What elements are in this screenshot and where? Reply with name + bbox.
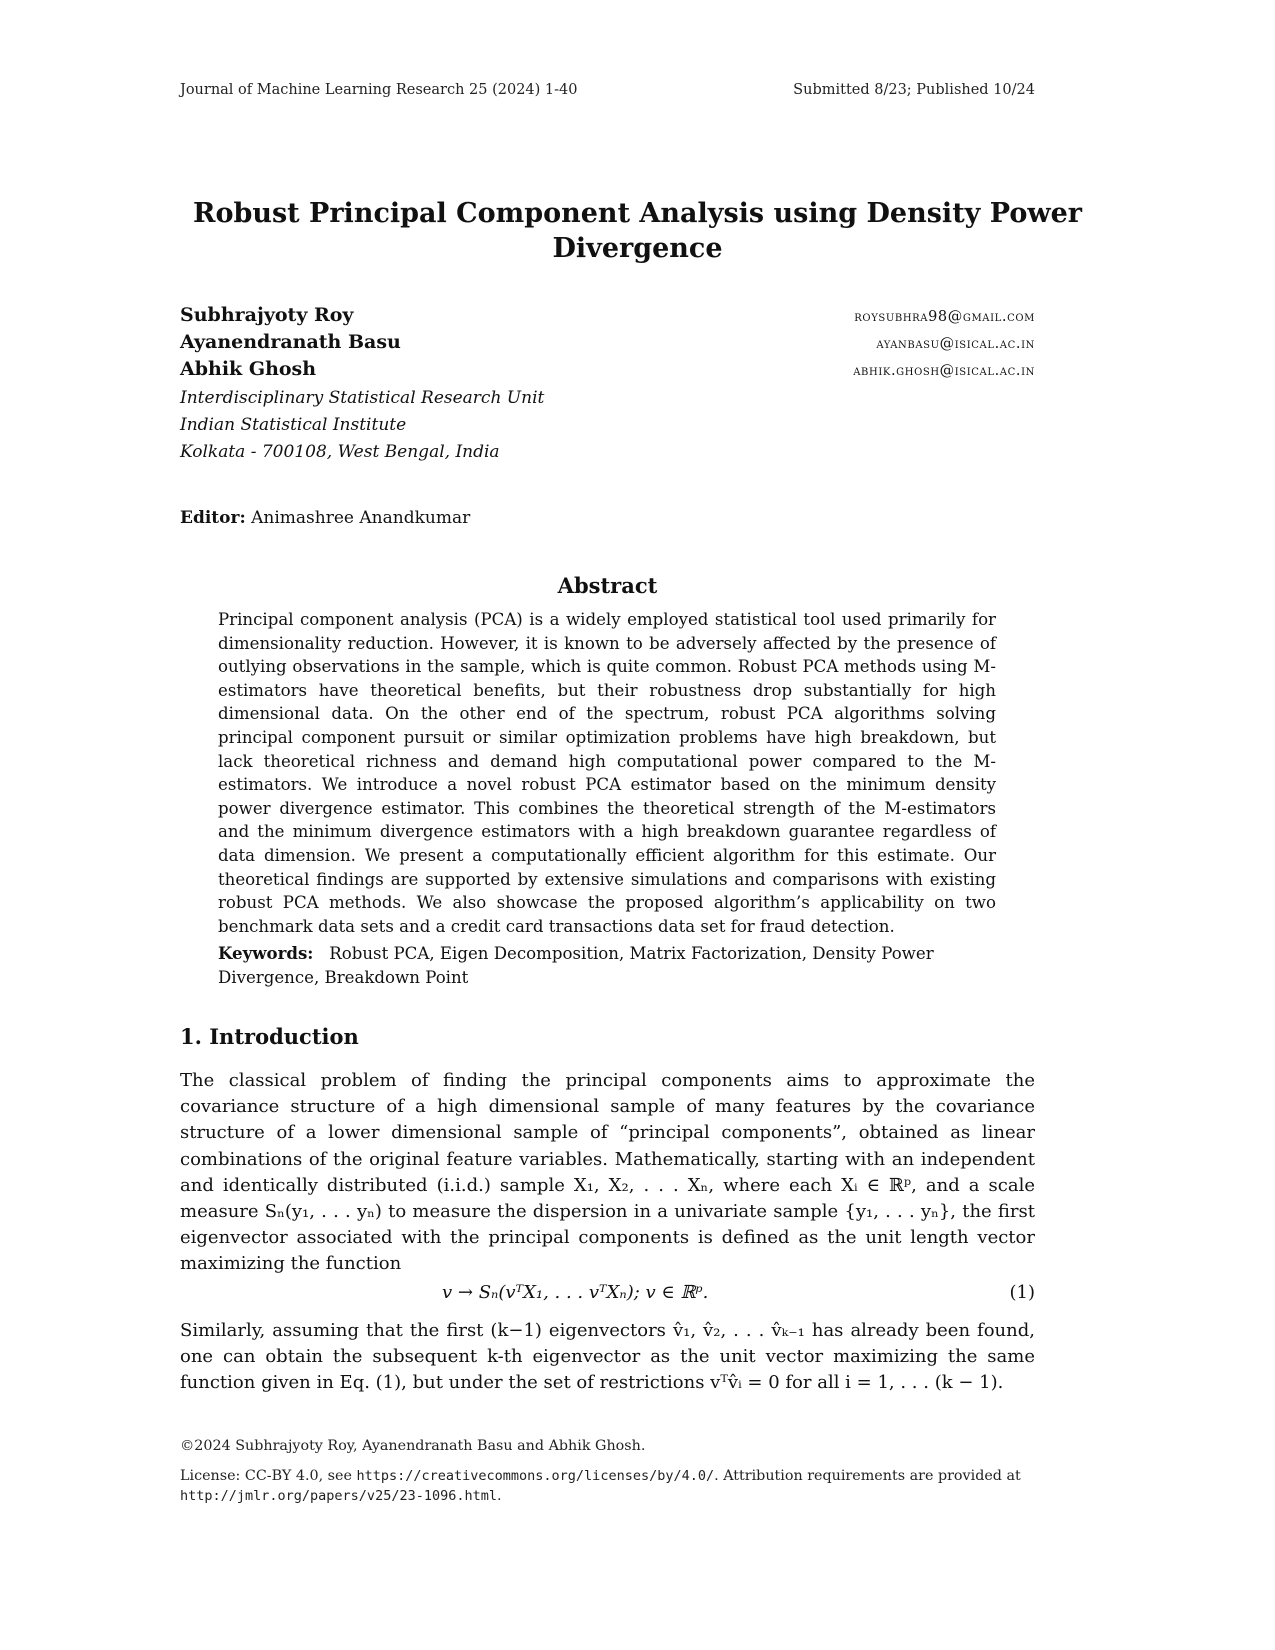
license-prefix: License: CC-BY 4.0, see (180, 1468, 352, 1484)
equation-number: (1) (1009, 1282, 1035, 1303)
license-link[interactable]: https://creativecommons.org/licenses/by/4.0/ (356, 1468, 715, 1484)
intro-paragraph-1: The classical problem of finding the principal components aims to approximate the covariance structure of a high dimensional sample of many features by the covariance structure of a lower dimensional sample of “principal components”, obtained as linear combinations of the original feature variables. Mathematically, starting with an independent and identically distributed (i.i.d.) sample X₁, X₂, . . . Xₙ, where each Xᵢ ∈ ℝᵖ, and a scale measure Sₙ(y₁, . . . yₙ) to measure the dispersion in a univariate sample {y₁, . . . yₙ}, the first eigenvector associated with the principal components is defined as the unit length vector maximizing the function (180, 1070, 1035, 1275)
author-row (180, 331, 1035, 358)
submission-dates: Submitted 8/23; Published 10/24 (793, 82, 1035, 98)
author-name: Ayanendranath Basu (180, 331, 401, 353)
journal-citation: Journal of Machine Learning Research 25 (2024) 1-40 (180, 82, 578, 98)
affiliation-institute: Indian Statistical Institute (180, 415, 407, 435)
author-row (180, 358, 1035, 385)
license-mid: . Attribution requirements are provided at (714, 1468, 1021, 1484)
author-row (180, 304, 1035, 331)
affiliation-address: Kolkata - 700108, West Bengal, India (180, 442, 500, 462)
affiliation-unit: Interdisciplinary Statistical Research Unit (180, 388, 545, 408)
paper-link[interactable]: http://jmlr.org/papers/v25/23-1096.html (180, 1488, 497, 1504)
abstract-heading: Abstract (557, 573, 658, 598)
author-block (180, 304, 1035, 466)
intro-paragraph-2: Similarly, assuming that the first (k−1) eigenvectors v̂₁, v̂₂, . . . v̂ₖ₋₁ has already been found, one can obtain the subsequent k-th eigenvector as the unit vector maximizing the same function given in Eq. (1), but under the set of restrictions vᵀv̂ᵢ = 0 for all i = 1, . . . (k − 1). (180, 1320, 1035, 1394)
editor-label: Editor: (180, 508, 246, 528)
editor-name: Animashree Anandkumar (251, 508, 471, 528)
author-name: Subhrajyoty Roy (180, 304, 354, 326)
author-email: abhik.ghosh@isical.ac.in (853, 363, 1035, 379)
license-end: . (496, 1488, 502, 1504)
author-name: Abhik Ghosh (180, 358, 317, 380)
keywords (218, 942, 996, 989)
editor-line (180, 508, 470, 528)
section-heading-introduction: 1. Introduction (180, 1024, 359, 1049)
equation-expression: v → Sₙ(vᵀX₁, . . . vᵀXₙ); v ∈ ℝᵖ. (442, 1282, 709, 1303)
keywords-list: Robust PCA, Eigen Decomposition, Matrix Factorization, Density Power Divergence, Breakdown Point (218, 944, 934, 987)
equation-1 (180, 1282, 1035, 1310)
author-email: roysubhra98@gmail.com (854, 309, 1035, 325)
page-footer (180, 1436, 1035, 1506)
author-email: ayanbasu@isical.ac.in (876, 336, 1035, 352)
abstract-text: Principal component analysis (PCA) is a widely employed statistical tool used primarily for dimensionality reduction. However, it is known to be adversely affected by the presence of outlying observations in the sample, which is quite common. Robust PCA methods using M-estimators have theoretical benefits, but their robustness drop substantially for high dimensional data. On the other end of the spectrum, robust PCA algorithms solving principal component pursuit or similar optimization problems have high breakdown, but lack theoretical richness and demand high computational power compared to the M-estimators. We introduce a novel robust PCA estimator based on the minimum density power divergence estimator. This combines the theoretical strength of the M-estimators and the minimum divergence estimators with a high breakdown guarantee regardless of data dimension. We present a computationally efficient algorithm for this estimate. Our theoretical findings are supported by extensive simulations and comparisons with existing robust PCA methods. We also showcase the proposed algorithm’s applicability on two benchmark data sets and a credit card transactions data set for fraud detection. (218, 610, 996, 936)
running-header (180, 82, 1035, 98)
keywords-label: Keywords: (218, 943, 314, 963)
paper-title: Robust Principal Component Analysis using Density Power Divergence (193, 198, 1082, 264)
license-notice (180, 1466, 1035, 1506)
copyright-notice: ©2024 Subhrajyoty Roy, Ayanendranath Basu and Abhik Ghosh. (180, 1438, 646, 1454)
